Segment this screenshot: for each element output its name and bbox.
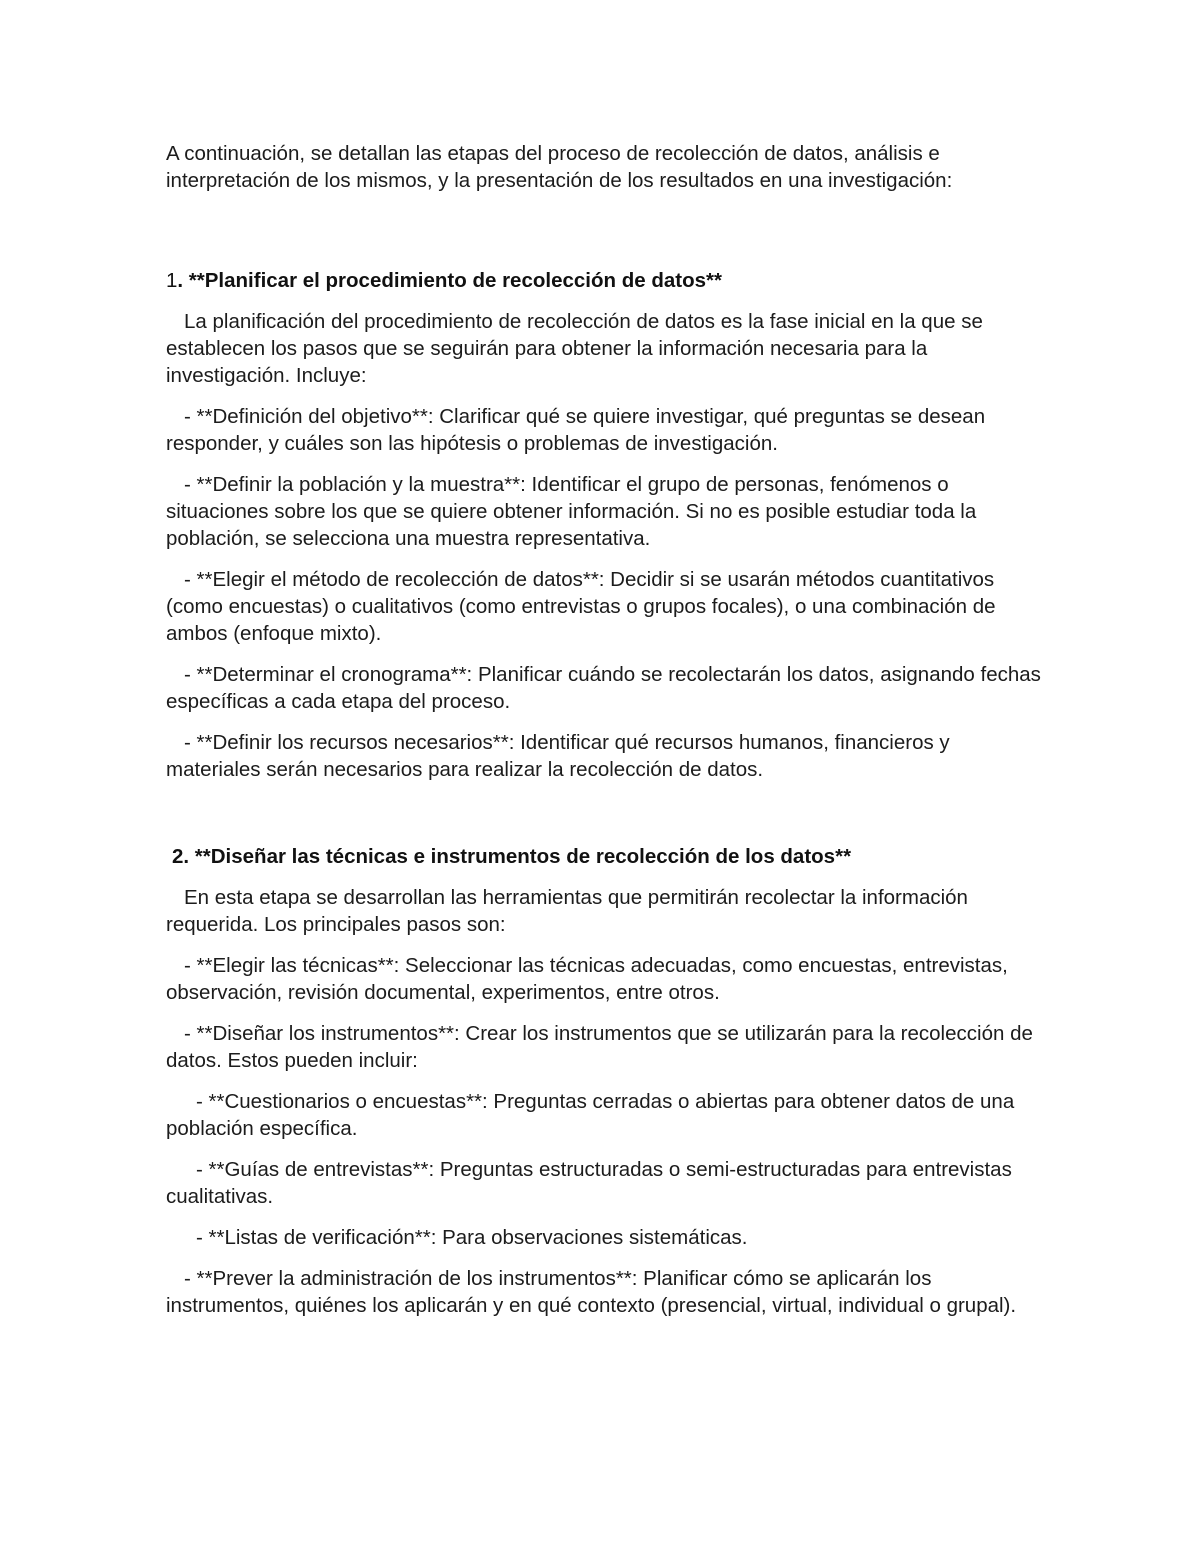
section-1-item-method: - **Elegir el método de recolección de datos**: Decidir si se usarán métodos cuantitativos (como encuestas) o cualitativos (como entrevistas o grupos focales), o una combinación de ambos (enfoque mixto). <box>166 568 996 645</box>
document-body <box>166 140 1046 1319</box>
section-2-subitem-checklists: - **Listas de verificación**: Para observaciones sistemáticas. <box>196 1226 748 1249</box>
section-1-item-objective: - **Definición del objetivo**: Clarificar qué se quiere investigar, qué preguntas se desean responder, y cuáles son las hipótesis o problemas de investigación. <box>166 405 986 455</box>
section-1-heading <box>166 267 1046 294</box>
section-2-intro: En esta etapa se desarrollan las herramientas que permitirán recolectar la información requerida. Los principales pasos son: <box>166 886 968 936</box>
section-1-item-schedule: - **Determinar el cronograma**: Planificar cuándo se recolectarán los datos, asignando fechas específicas a cada etapa del proceso. <box>166 663 1041 713</box>
section-1-title: . **Planificar el procedimiento de recolección de datos** <box>177 269 722 292</box>
section-1-item-resources: - **Definir los recursos necesarios**: Identificar qué recursos humanos, financieros y materiales serán necesarios para realizar la recolección de datos. <box>166 731 950 781</box>
section-1-intro: La planificación del procedimiento de recolección de datos es la fase inicial en la que se establecen los pasos que se seguirán para obtener la información necesaria para la investigación. Incluye: <box>166 310 983 387</box>
section-2-item-instruments: - **Diseñar los instrumentos**: Crear los instrumentos que se utilizarán para la recolección de datos. Estos pueden incluir: <box>166 1022 1033 1072</box>
section-1-item-population: - **Definir la población y la muestra**: Identificar el grupo de personas, fenómenos o situaciones sobre los que se quiere obtener información. Si no es posible estudiar toda la población, se selecciona una muestra representativa. <box>166 473 977 550</box>
section-2-heading: 2. **Diseñar las técnicas e instrumentos de recolección de los datos** <box>172 845 852 868</box>
section-2-item-administration: - **Prever la administración de los instrumentos**: Planificar cómo se aplicarán los instrumentos, quiénes los aplicarán y en qué contexto (presencial, virtual, individual o grupal). <box>166 1267 1017 1317</box>
section-2-subitem-interview-guides: - **Guías de entrevistas**: Preguntas estructuradas o semi-estructuradas para entrevistas cualitativas. <box>166 1158 1012 1208</box>
section-2-subitem-questionnaires: - **Cuestionarios o encuestas**: Preguntas cerradas o abiertas para obtener datos de una población específica. <box>166 1090 1015 1140</box>
intro-paragraph: A continuación, se detallan las etapas del proceso de recolección de datos, análisis e interpretación de los mismos, y la presentación de los resultados en una investigación: <box>166 142 953 192</box>
section-1-number: 1 <box>166 269 178 292</box>
section-2-item-techniques: - **Elegir las técnicas**: Seleccionar las técnicas adecuadas, como encuestas, entrevistas, observación, revisión documental, experimentos, entre otros. <box>166 954 1008 1004</box>
